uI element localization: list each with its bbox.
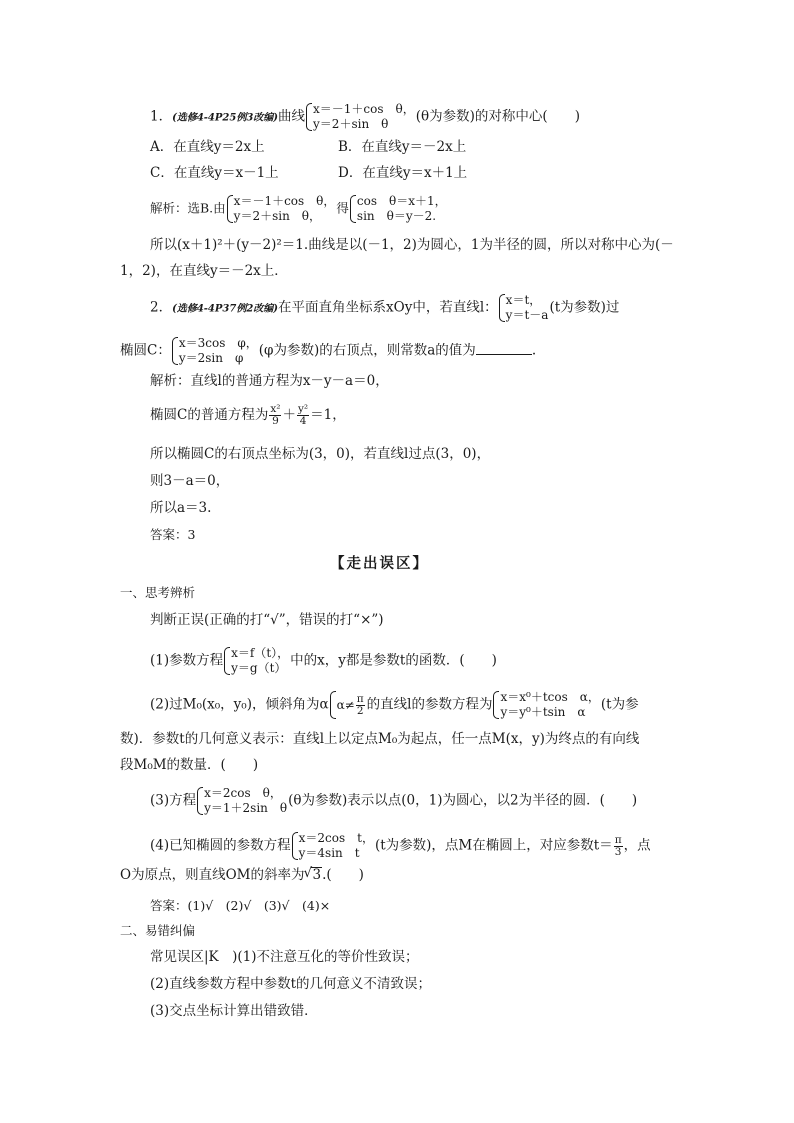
s4-b: (t为参数)，点M在椭圆上，对应参数t＝ bbox=[374, 837, 613, 854]
q2-ell-row2: y＝2sin φ bbox=[178, 351, 244, 365]
frac1-num: x² bbox=[270, 403, 281, 415]
q2-number: 2． bbox=[150, 299, 173, 316]
q2-text-a: 在平面直角坐标系xOy中，若直线l： bbox=[278, 299, 498, 316]
s1-a: (1)参数方程 bbox=[150, 652, 224, 669]
fraction-pi-over-2 bbox=[356, 694, 365, 717]
s4-line2-b: .( ) bbox=[322, 867, 364, 883]
q1-solution-line3: 1，2)，在直线y＝－2x上． bbox=[120, 263, 288, 279]
s2-cond-a: α≠ bbox=[336, 698, 355, 712]
q1-sys-row1: x＝－1＋cos θ， bbox=[313, 102, 415, 116]
s2-b: 的直线l的参数方程为 bbox=[366, 696, 493, 713]
q2-sys-row2: y＝t－a bbox=[505, 308, 549, 322]
q2-answer: 答案：3 bbox=[150, 527, 196, 542]
q1-text-b: (θ为参数)的对称中心( ) bbox=[415, 108, 580, 125]
q1-option-c: C．在直线y＝x－1上 bbox=[150, 165, 279, 181]
frac1-den: 9 bbox=[272, 415, 279, 427]
q1-param-system bbox=[306, 102, 415, 132]
s4-frac-num: π bbox=[614, 833, 622, 846]
s2-condition bbox=[330, 690, 366, 720]
q2-text-b: (t为参数)过 bbox=[549, 299, 620, 316]
section-title: 【走出误区】 bbox=[330, 555, 429, 572]
statement-4 bbox=[150, 831, 651, 861]
q1-solution-line1 bbox=[150, 194, 448, 224]
s3-system bbox=[197, 786, 287, 816]
q2-line2-a: 椭圆C： bbox=[120, 342, 171, 359]
q2-ell-row1: x＝3cos φ， bbox=[178, 336, 258, 350]
s2-row1: x＝x⁰＋tcos α， bbox=[500, 690, 600, 704]
s2-system bbox=[493, 690, 599, 720]
q1-sol-sys2-row2: sin θ＝y－2. bbox=[356, 209, 437, 223]
s2-frac-num: π bbox=[356, 693, 364, 705]
q2-solution-5: 所以a＝3. bbox=[150, 500, 212, 516]
q2-stem bbox=[150, 293, 619, 323]
q1-sol-system2 bbox=[350, 194, 447, 224]
q2-solution-4: 则3－a＝0， bbox=[150, 473, 230, 489]
q2-solution-2 bbox=[150, 404, 346, 427]
s4-row1: x＝2cos t， bbox=[298, 831, 374, 845]
s2-frac-den: 2 bbox=[356, 705, 364, 717]
plus-sign: ＋ bbox=[282, 407, 296, 423]
q2-line2-b: (φ为参数)的右顶点，则常数a的值为 bbox=[258, 342, 476, 359]
sqrt-3: √ 3 bbox=[311, 867, 322, 882]
frac2-num: y² bbox=[297, 403, 309, 415]
q1-sys-row2: y＝2＋sin θ bbox=[313, 117, 389, 131]
s1-row2: y＝g（t） bbox=[231, 661, 287, 675]
s4-row2: y＝4sin t bbox=[298, 846, 360, 860]
q2-line2-end: . bbox=[531, 342, 537, 359]
q1-option-b: B．在直线y＝－2x上 bbox=[338, 139, 467, 155]
q2-source: (选修4-4P37例2改编) bbox=[172, 303, 279, 315]
q1-sol-sys2-row1: cos θ＝x＋1， bbox=[356, 194, 447, 208]
s1-row1: x＝f（t）， bbox=[231, 646, 290, 660]
statement-2-line2: 数)．参数t的几何意义表示：直线l上以定点M₀为起点，任一点M(x，y)为终点的有向线 bbox=[120, 731, 640, 747]
q1-sol-label: 解析：选B.由 bbox=[150, 200, 226, 216]
q1-option-a: A．在直线y＝2x上 bbox=[150, 139, 265, 155]
fraction-x2-over-9 bbox=[269, 404, 281, 427]
q2-sol2-a: 椭圆C的普通方程为 bbox=[150, 407, 269, 423]
s3-b: (θ为参数)表示以点(0，1)为圆心，以2为半径的圆．( ) bbox=[288, 792, 638, 809]
q2-line-system bbox=[499, 293, 549, 323]
q1-option-d: D．在直线y＝x＋1上 bbox=[338, 165, 468, 181]
statement-2 bbox=[150, 690, 639, 720]
q1-number: 1． bbox=[150, 108, 173, 125]
answer-blank bbox=[476, 342, 532, 355]
fraction-pi-over-3 bbox=[614, 835, 623, 858]
q2-sys-row1: x＝t， bbox=[505, 293, 542, 307]
s3-row1: x＝2cos θ， bbox=[204, 786, 282, 800]
q2-sol2-b: ＝1， bbox=[310, 407, 346, 423]
q1-solution-line2: 所以(x＋1)²＋(y－2)²＝1.曲线是以(－1，2)为圆心，1为半径的圆，所以对称中心为(－ bbox=[150, 237, 674, 253]
s4-system bbox=[292, 831, 374, 861]
s3-row2: y＝1＋2sin θ bbox=[204, 801, 288, 815]
s1-b: 中的x，y都是参数t的函数．( ) bbox=[290, 652, 497, 669]
frac2-den: 4 bbox=[299, 415, 307, 427]
q1-sol-sys1-row2: y＝2＋sin θ， bbox=[233, 209, 322, 223]
q1-sol-sys1-row1: x＝－1＋cos θ， bbox=[233, 194, 336, 208]
s3-a: (3)方程 bbox=[150, 792, 197, 809]
s2-c: (t为参 bbox=[600, 696, 639, 713]
q1-source: (选修4-4P25例3改编) bbox=[172, 112, 279, 124]
s4-frac-den: 3 bbox=[614, 845, 622, 858]
part2-line1: 常见误区|K )(1)不注意互化的等价性致误； bbox=[150, 949, 419, 965]
q1-text-a: 曲线 bbox=[278, 108, 306, 125]
part1-title: 一、思考辨析 bbox=[120, 585, 196, 600]
q1-stem bbox=[150, 102, 580, 132]
part1-answers: 答案：(1)√ (2)√ (3)√ (4)× bbox=[150, 898, 331, 913]
statement-3 bbox=[150, 786, 637, 816]
statement-1 bbox=[150, 646, 497, 676]
q1-sol-get: 得 bbox=[336, 200, 349, 216]
statement-2-line3: 段M₀M的数量．( ) bbox=[120, 757, 259, 773]
s2-row2: y＝y⁰＋tsin α bbox=[500, 705, 586, 719]
s2-a: (2)过M₀(x₀，y₀)，倾斜角为α bbox=[150, 696, 329, 713]
statement-4-line2 bbox=[120, 866, 364, 884]
part2-line2: (2)直线参数方程中参数t的几何意义不清致误； bbox=[150, 976, 432, 992]
part2-line3: (3)交点坐标计算出错致错． bbox=[150, 1003, 318, 1019]
s4-a: (4)已知椭圆的参数方程 bbox=[150, 837, 291, 854]
q2-solution-3: 所以椭圆C的右顶点坐标为(3，0)，若直线l过点(3，0)， bbox=[150, 446, 491, 462]
s4-line2-a: O为原点，则直线OM的斜率为 bbox=[120, 867, 305, 883]
s1-system bbox=[224, 646, 289, 676]
s4-c: ，点 bbox=[623, 837, 651, 854]
part1-intro: 判断正误(正确的打“√”，错误的打“×”) bbox=[150, 612, 384, 628]
q2-solution-1: 解析：直线l的普通方程为x－y－a＝0， bbox=[150, 373, 389, 389]
part2-title: 二、易错纠偏 bbox=[120, 923, 196, 938]
q2-stem-line2 bbox=[120, 336, 536, 366]
q2-ellipse-system bbox=[172, 336, 258, 366]
q1-sol-system1 bbox=[227, 194, 336, 224]
fraction-y2-over-4 bbox=[297, 404, 309, 427]
